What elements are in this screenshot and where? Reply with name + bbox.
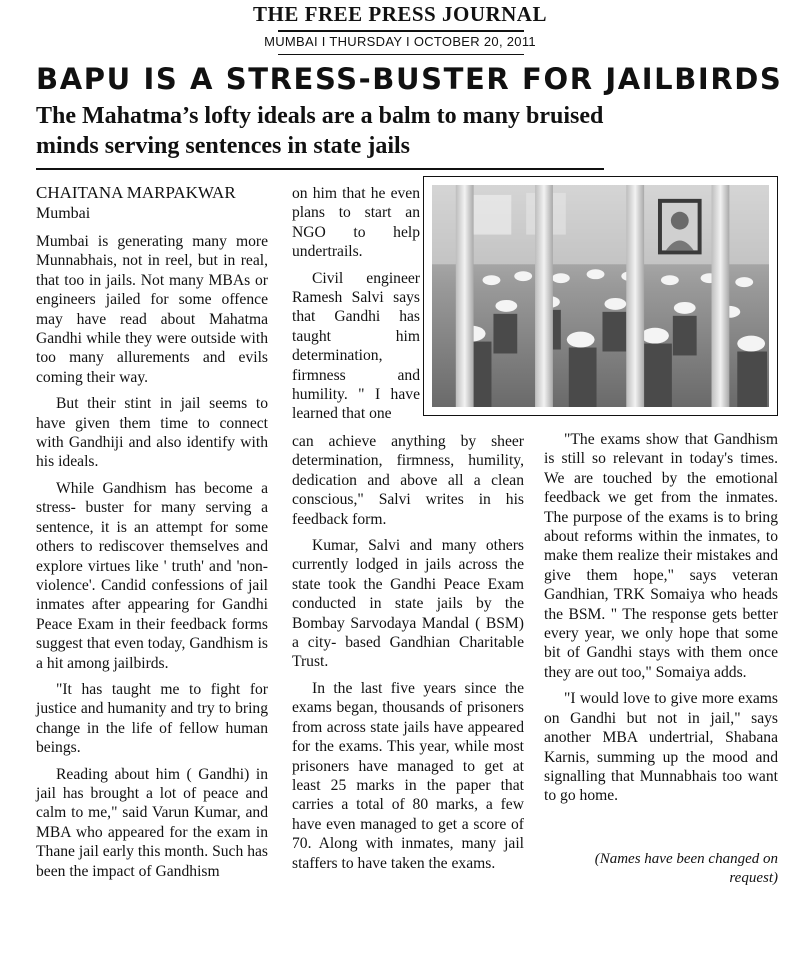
paragraph: Civil engineer Ramesh Salvi says that Gandhi has taught him determination, firmness and humility. " I have learned that one <box>292 269 420 423</box>
paragraph: "It has taught me to fight for justice and humanity and try to bring change in the life of fellow human beings. <box>36 680 268 757</box>
paragraph: Mumbai is generating many more Munnabhais, not in reel, but in real, that too in jails. Not many MBAs or engineers jailed for some offence may have read about Mahatma Gandhi while they were outside with too many allurements and evils coming their way. <box>36 233 268 386</box>
article-column-2-bottom <box>292 432 524 880</box>
paragraph: In the last five years since the exams began, thousands of prisoners from across state jails have appeared for the exams. This year, while most prisoners have managed to get at least 25 marks in the paper that carries a total of 80 marks, a few have even managed to get a score of 70. Along with inmates, many jail staffers to have taken the exams. <box>292 679 524 872</box>
paragraph: Reading about him ( Gandhi) in jail has brought a lot of peace and calm to me," said Varun Kumar, and MBA who appeared for the exam in Thane jail early this month. Such has been the impact of Gandhism <box>36 765 268 880</box>
deck-rule <box>36 168 604 170</box>
newspaper-masthead: THE FREE PRESS JOURNAL <box>253 2 547 26</box>
paragraph: can achieve anything by sheer determination, firmness, humility, dedication and above all a clean conscious," Salvi writes in his feedback form. <box>292 433 524 528</box>
headline: BAPU IS A STRESS-BUSTER FOR JAILBIRDS <box>36 62 783 96</box>
masthead-rule <box>278 30 524 32</box>
prison-class-photo <box>432 185 769 407</box>
article-photo <box>423 176 778 416</box>
paragraph: "The exams show that Gandhism is still so relevant in today's times. We are touched by the emotional feedback we get from the inmates. The purpose of the exams is to bring about reforms within the inmates, to make them realize their mistakes and give them hope," says veteran Gandhian, TRK Somaiya who heads the BSM. " The response gets better every year, we only hope that some bit of Gandhi stays with them once they are out too," Somaiya adds. <box>544 431 778 681</box>
paragraph: While Gandhism has become a stress- buster for many serving a sentence, it is an attempt for some others to rediscover themselves and explore virtues like ' truth' and 'non-violence'. Candid confessions of jail inmates after appearing for Gandhi Peace Exam in their feedback forms suggest that even today, Gandhism is a hit among jailbirds. <box>36 479 268 672</box>
article-column-2-top <box>292 184 420 431</box>
dateline: MUMBAI I THURSDAY I OCTOBER 20, 2011 <box>264 34 536 49</box>
dateline-rule <box>278 54 524 55</box>
paragraph: on him that he even plans to start an NGO to help undertrails. <box>292 185 420 261</box>
article-column-1 <box>36 232 268 888</box>
article-column-3 <box>544 430 778 813</box>
byline-author: CHAITANA MARPAKWAR <box>36 183 236 202</box>
paragraph: Kumar, Salvi and many others currently lodged in jails across the state took the Gandhi Peace Exam conducted in state jails by the Bombay Sarvodaya Mandal ( BSM) a city- based Gandhian Charitable Trust. <box>292 537 524 671</box>
byline-location: Mumbai <box>36 205 91 222</box>
subheadline: The Mahatma’s lofty ideals are a balm to many bruised minds serving sentences in state jails <box>36 103 604 159</box>
credit-note: (Names have been changed on request) <box>594 851 778 886</box>
paragraph: "I would love to give more exams on Gandhi but not in jail," says another MBA undertrial, Shabana Karnis, summing up the mood and signalling that Munnabhais too want to go home. <box>544 690 778 805</box>
paragraph: But their stint in jail seems to have given them time to connect with Gandhiji and also identify with his ideals. <box>36 395 268 471</box>
